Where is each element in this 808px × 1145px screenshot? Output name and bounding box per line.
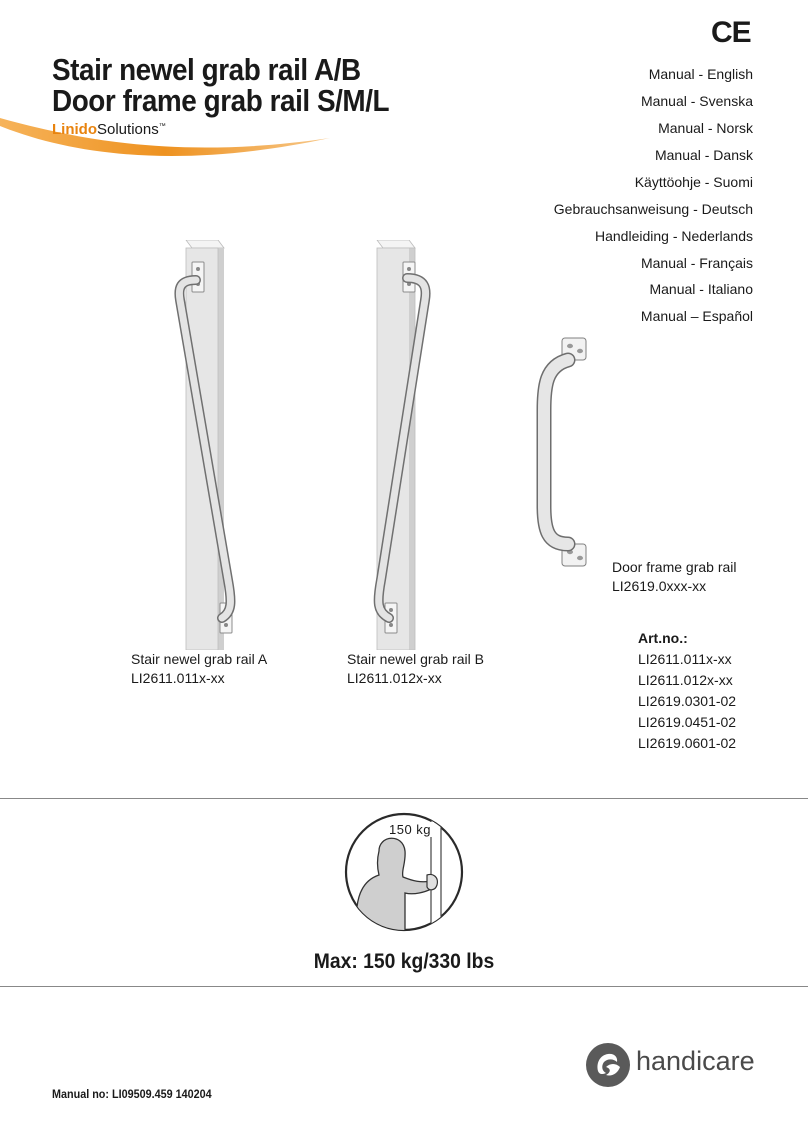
divider-bottom	[0, 986, 808, 987]
language-entry: Manual - Svenska	[640, 93, 753, 109]
language-entry: Manual - English	[648, 66, 753, 82]
rail-b-caption	[347, 650, 484, 688]
max-load-text: Max: 150 kg/330 lbs	[313, 950, 495, 973]
company-name: handicare	[636, 1046, 755, 1076]
language-entry: Manual - Français	[640, 255, 753, 271]
language-entry: Käyttöohje - Suomi	[634, 174, 753, 190]
brand-name-part2: Solutions	[97, 121, 159, 138]
door-rail-code: LI2619.0xxx-xx	[612, 578, 707, 594]
manual-number: Manual no: LI09509.459 140204	[52, 1087, 212, 1101]
article-number: LI2619.0451-02	[638, 714, 737, 730]
ce-mark: CE	[711, 16, 751, 49]
language-entry: Manual – Español	[640, 308, 753, 324]
door-rail-name: Door frame grab rail	[612, 559, 737, 575]
title-line-1: Stair newel grab rail A/B	[52, 52, 361, 87]
article-number: LI2619.0301-02	[638, 693, 737, 709]
brand-logo	[52, 119, 166, 138]
door-rail-caption	[612, 558, 737, 596]
article-number: LI2619.0601-02	[638, 735, 737, 751]
article-number-heading: Art.no.:	[638, 630, 688, 646]
language-entry: Handleiding - Nederlands	[595, 228, 753, 244]
brand-name-part1: Linido	[52, 121, 97, 138]
handicare-logo-icon	[584, 1041, 632, 1089]
rail-b-name: Stair newel grab rail B	[347, 651, 484, 667]
article-number: LI2611.012x-xx	[638, 672, 733, 688]
article-number: LI2611.011x-xx	[638, 651, 732, 667]
language-entry: Manual - Dansk	[654, 147, 753, 163]
rail-b-code: LI2611.012x-xx	[347, 670, 442, 686]
language-entry: Gebrauchsanweisung - Deutsch	[553, 201, 753, 217]
rail-a-code: LI2611.011x-xx	[131, 670, 225, 686]
rail-b-illustration	[355, 240, 465, 650]
rail-a-illustration	[150, 240, 260, 650]
brand-trademark: ™	[158, 123, 166, 130]
orange-swoosh	[0, 100, 340, 170]
language-entry: Manual - Norsk	[658, 120, 753, 136]
door-rail-illustration	[520, 330, 600, 580]
rail-a-name: Stair newel grab rail A	[131, 651, 268, 667]
divider-top	[0, 798, 808, 799]
article-number-list	[638, 628, 736, 754]
max-load-icon-label: 150 kg	[386, 822, 434, 837]
title-line-2: Door frame grab rail S/M/L	[52, 83, 390, 118]
rail-a-caption	[131, 650, 267, 688]
language-entry: Manual - Italiano	[649, 281, 753, 297]
